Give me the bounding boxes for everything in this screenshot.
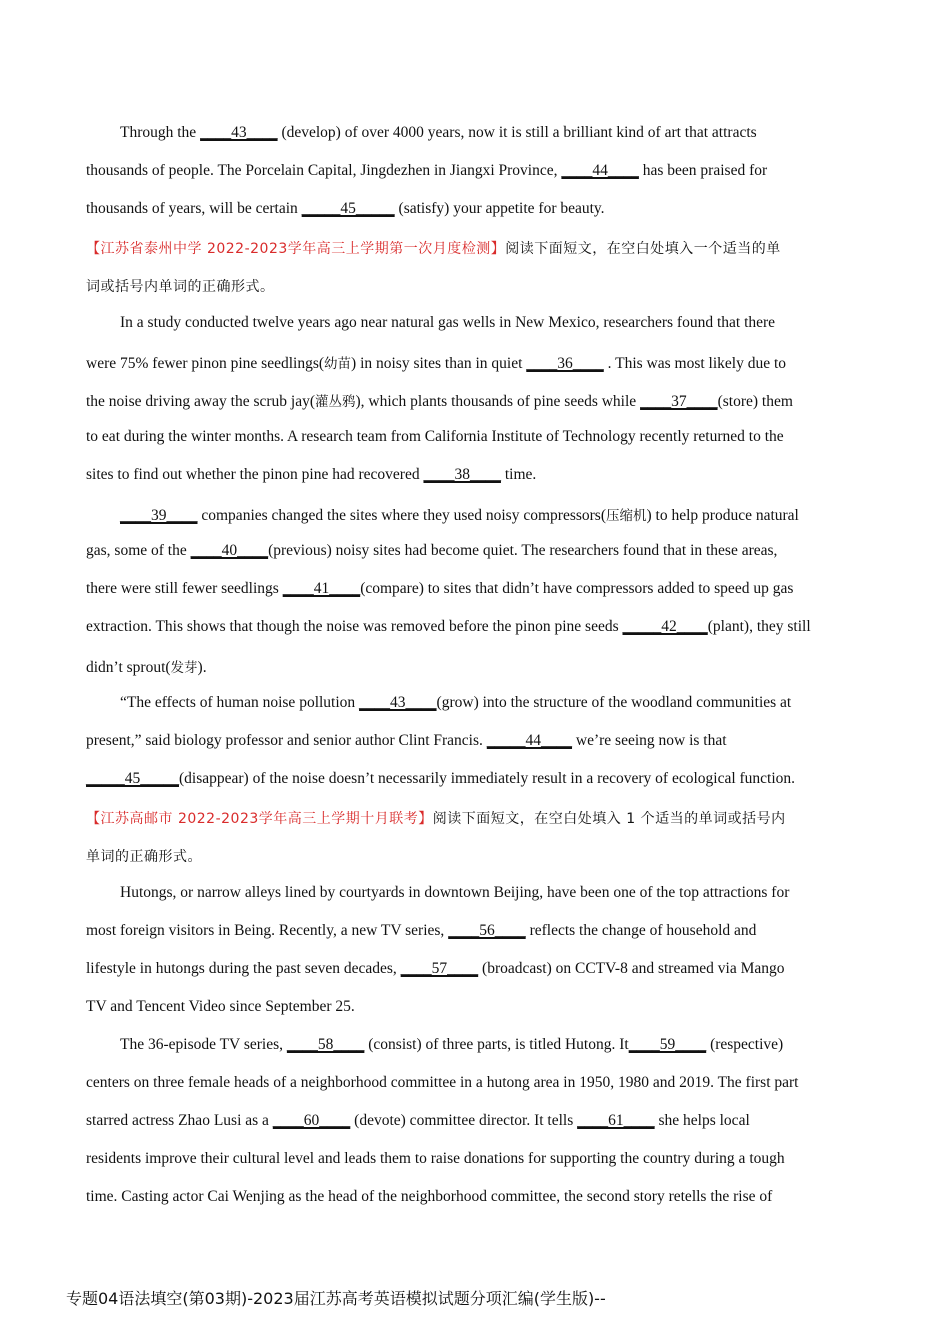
text-line: thousands of people. The Porcelain Capital, Jingdezhen in Jiangxi Province, ____44____ has been praised for [86, 162, 768, 179]
text-line: time. Casting actor Cai Wenjing as the head of the neighborhood committee, the second story retells the rise of [86, 1188, 773, 1205]
answer-blank: ____44____ [561, 162, 639, 179]
text-line: Hutongs, or narrow alleys lined by courtyards in downtown Beijing, have been one of the top attractions for [120, 884, 790, 901]
text-line: TV and Tencent Video since September 25. [86, 998, 355, 1015]
answer-blank: ____56____ [448, 922, 526, 939]
text-line: starred actress Zhao Lusi as a ____60____ (devote) committee director. It tells ____61____ she helps local [86, 1112, 750, 1129]
text-line: extraction. This shows that though the noise was removed before the pinon pine seeds _____42____(plant), they still [86, 618, 811, 635]
text-line: ____39____ companies changed the sites where they used noisy compressors(压缩机) to help produce natural [120, 507, 799, 524]
text-line: there were still fewer seedlings ____41____(compare) to sites that didn’t have compressors added to speed up gas [86, 580, 794, 597]
answer-blank: ____37____ [640, 393, 718, 410]
answer-blank: ____43____ [200, 124, 278, 141]
answer-blank: ____38____ [423, 466, 501, 483]
source-label: 【江苏省泰州中学 2022-2023学年高三上学期第一次月度检测】 [86, 241, 506, 257]
section-heading [86, 238, 781, 258]
text-line: sites to find out whether the pinon pine had recovered ____38____ time. [86, 466, 537, 483]
page-footer: 专题04语法填空(第03期)-2023届江苏高考英语模拟试题分项汇编(学生版)-- [66, 1289, 606, 1308]
text-line: centers on three female heads of a neighborhood committee in a hutong area in 1950, 1980 and 2019. The first part [86, 1074, 799, 1091]
answer-blank: ____58____ [286, 1036, 365, 1053]
text-line: lifestyle in hutongs during the past seven decades, ____57____ (broadcast) on CCTV-8 and streamed via Mango [86, 960, 785, 977]
text-line: to eat during the winter months. A research team from California Institute of Technology recently returned to the [86, 428, 784, 445]
answer-blank: ____59____ [628, 1036, 707, 1053]
answer-blank: ____60____ [272, 1112, 351, 1129]
answer-blank: ____41____ [282, 580, 361, 597]
answer-blank: _____44____ [486, 732, 573, 749]
answer-blank: _____42____ [622, 618, 708, 635]
text-line: _____45_____(disappear) of the noise doesn’t necessarily immediately result in a recovery of ecological function. [86, 770, 796, 787]
answer-blank: ____39____ [120, 507, 198, 524]
answer-blank: ____40____ [190, 542, 269, 559]
answer-blank: ____61____ [577, 1112, 655, 1129]
section-heading-cont [86, 846, 202, 866]
text-line: “The effects of human noise pollution ____43____(grow) into the structure of the woodland communities at [120, 694, 792, 711]
text-line: gas, some of the ____40____(previous) noisy sites had become quiet. The researchers found that in these areas, [86, 542, 778, 559]
answer-blank: _____45_____ [301, 200, 395, 217]
instruction: 词或括号内单词的正确形式。 [86, 279, 275, 295]
text-line: present,” said biology professor and senior author Clint Francis. _____44____ we’re seeing now is that [86, 732, 727, 749]
answer-blank: ____43____ [359, 694, 437, 711]
text-line: the noise driving away the scrub jay(灌丛鸦), which plants thousands of pine seeds while ____37____(store) them [86, 393, 793, 410]
text-line: residents improve their cultural level and leads them to raise donations for supporting the country during a tough [86, 1150, 785, 1167]
text-line: most foreign visitors in Being. Recently, a new TV series, ____56____ reflects the change of household and [86, 922, 757, 939]
section-heading-cont [86, 276, 275, 296]
text-line: In a study conducted twelve years ago near natural gas wells in New Mexico, researchers found that there [120, 314, 776, 331]
section-heading [86, 808, 786, 828]
text-line: thousands of years, will be certain _____45_____ (satisfy) your appetite for beauty. [86, 200, 605, 217]
source-label: 【江苏高邮市 2022-2023学年高三上学期十月联考】 [86, 811, 433, 827]
text-line: Through the ____43____ (develop) of over 4000 years, now it is still a brilliant kind of art that attracts [120, 124, 757, 141]
instruction: 阅读下面短文，在空白处填入 1 个适当的单词或括号内 [432, 811, 786, 827]
instruction: 单词的正确形式。 [86, 849, 202, 865]
instruction: 阅读下面短文，在空白处填入一个适当的单 [505, 241, 781, 257]
text-line: The 36-episode TV series, ____58____ (consist) of three parts, is titled Hutong. It____59____ (respective) [120, 1036, 784, 1053]
text-line: didn’t sprout(发芽). [86, 659, 207, 676]
answer-blank: ____57____ [400, 960, 479, 977]
answer-blank: ____36____ [526, 355, 604, 372]
answer-blank: _____45_____ [86, 770, 179, 787]
text-line: were 75% fewer pinon pine seedlings(幼苗) in noisy sites than in quiet ____36____ . This was most likely due to [86, 355, 787, 372]
